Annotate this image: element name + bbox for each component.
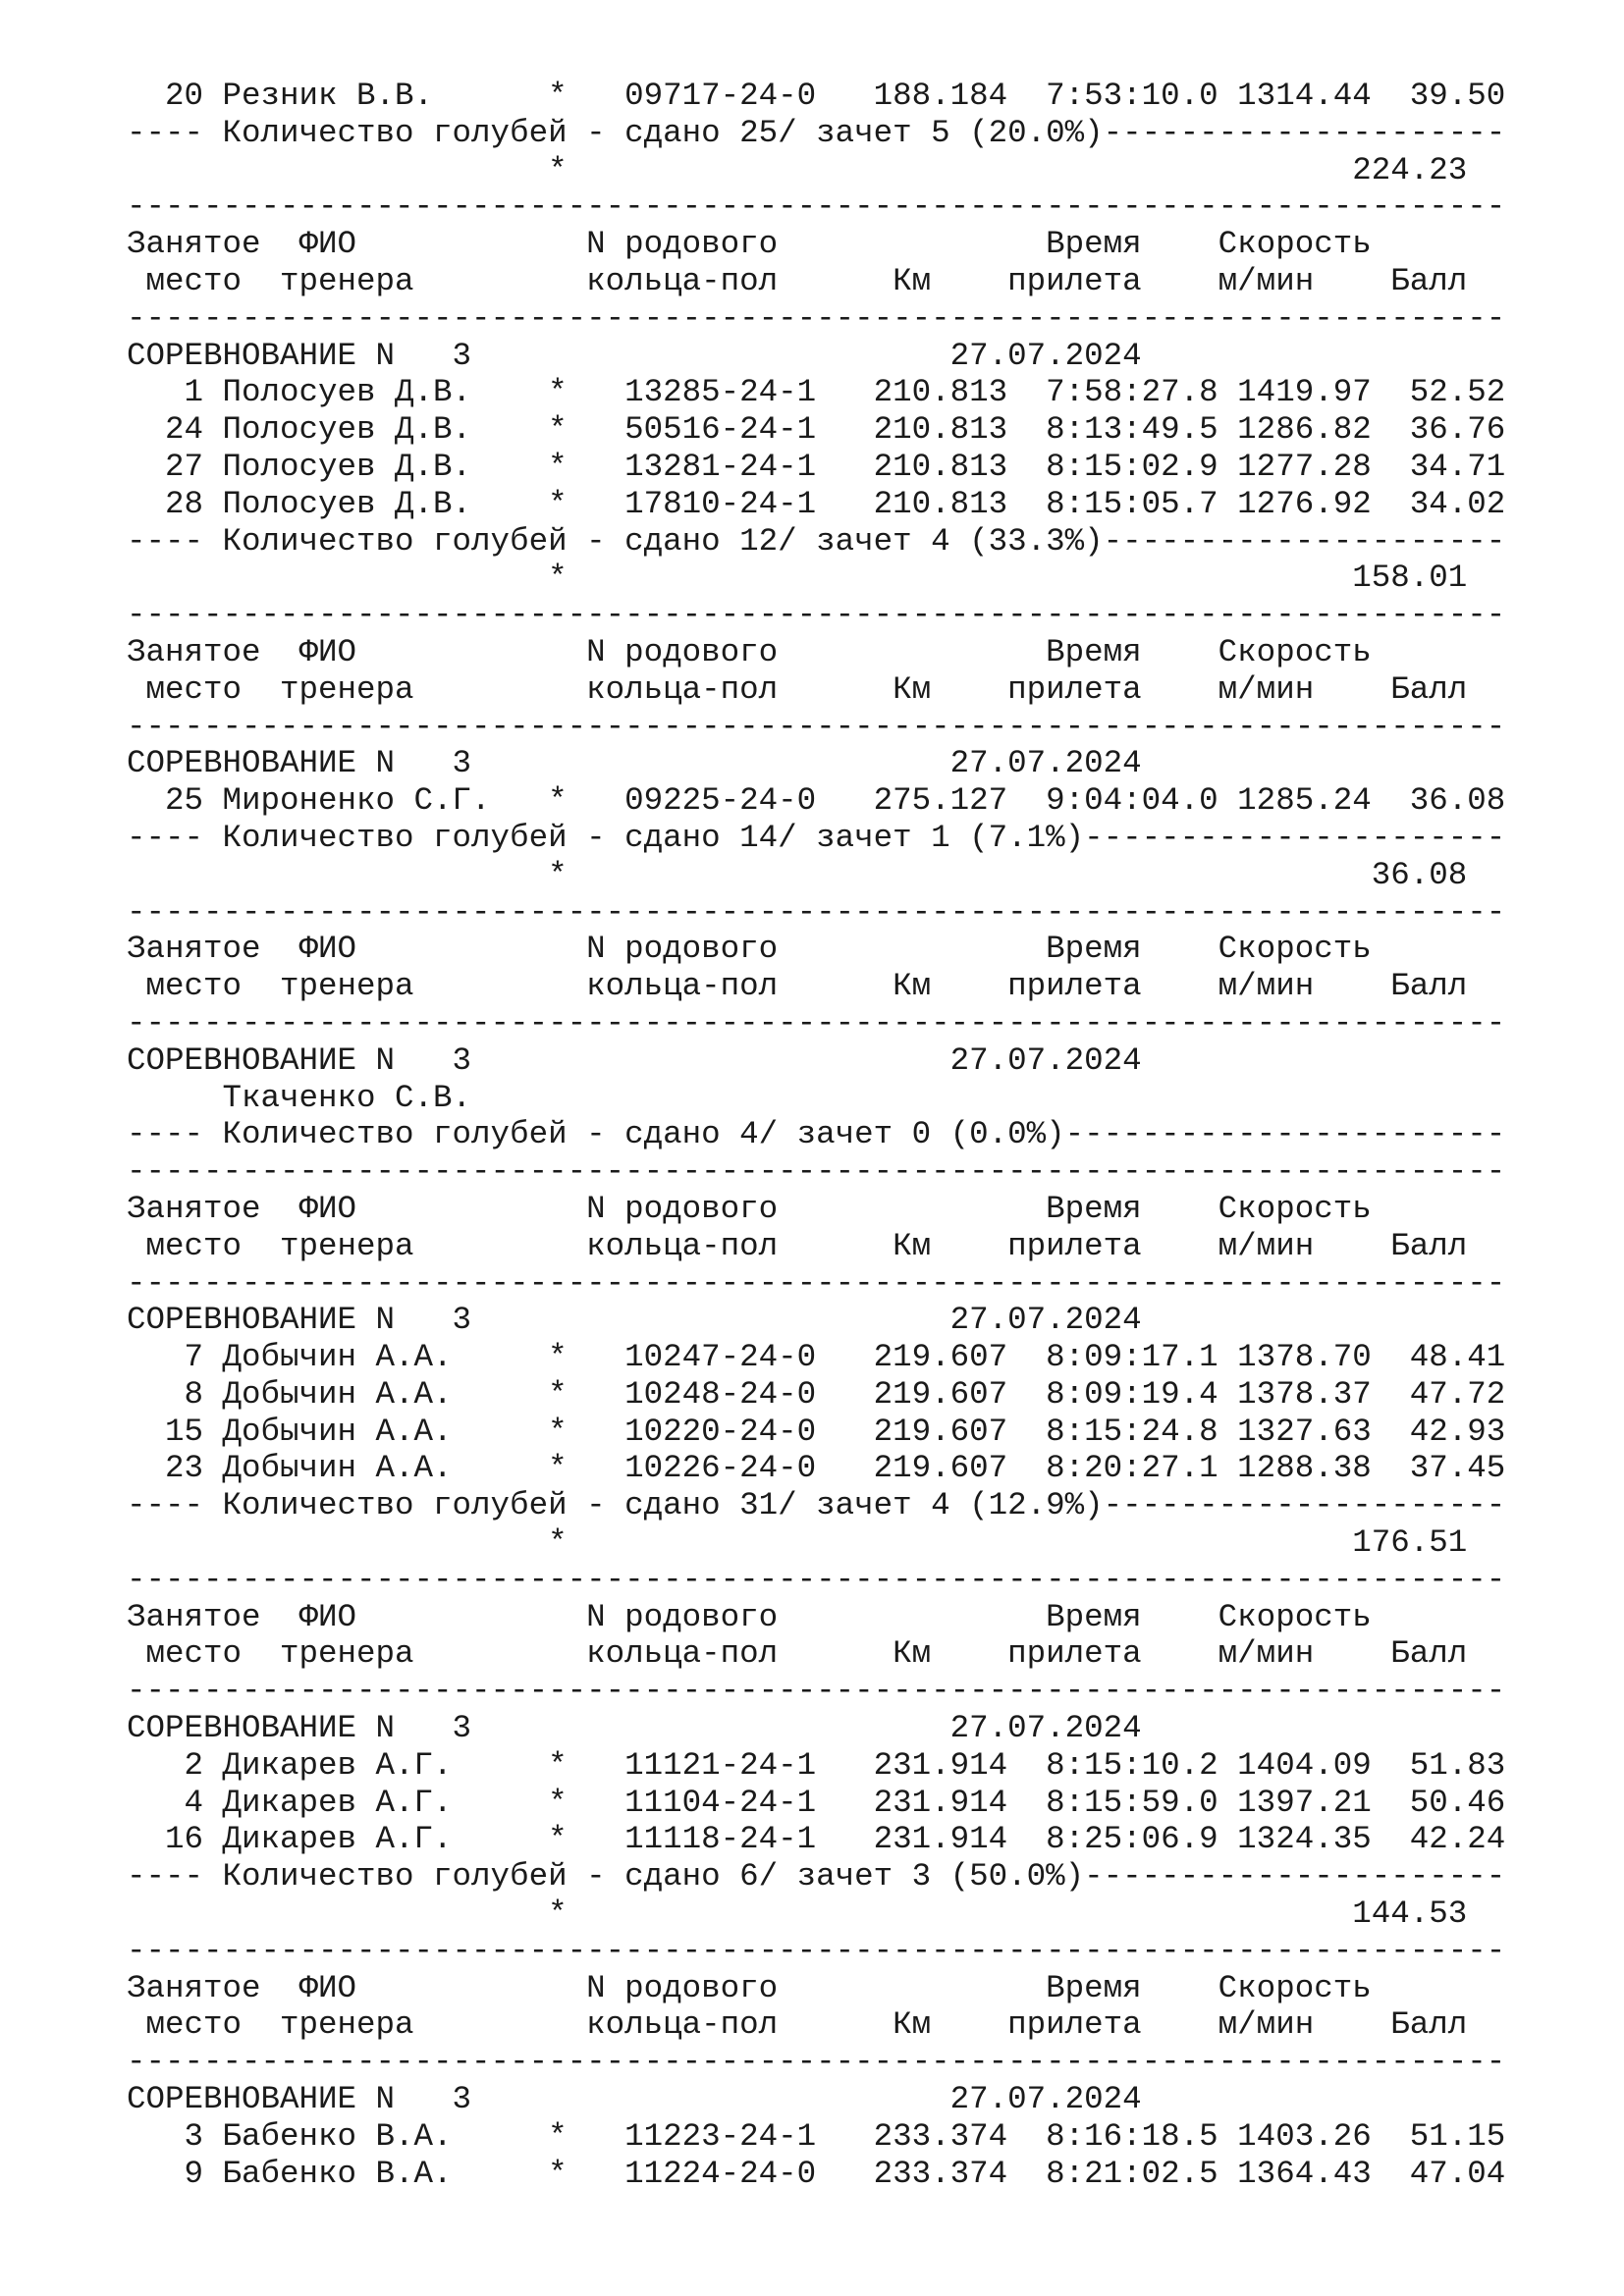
column-header-line-2: место тренера кольца-пол Км прилета м/мин Балл [127, 1227, 1468, 1264]
separator-line: ------------------------------------------------------------------------ [127, 1561, 1506, 1598]
result-row: 25 Мироненко С.Г. * 09225-24-0 275.127 9:04:04.0 1285.24 36.08 [127, 782, 1506, 820]
team-total-points: * 144.53 [127, 1896, 1468, 1933]
pigeon-count-summary: ---- Количество голубей - сдано 12/ зачет 4 (33.3%)--------------------- [127, 522, 1506, 560]
column-header-line-1: Занятое ФИО N родового Время Скорость [127, 1969, 1372, 2006]
trainer-name: Ткаченко С.В. [127, 1079, 472, 1116]
pigeon-count-summary: ---- Количество голубей - сдано 25/ зачет 5 (20.0%)--------------------- [127, 114, 1506, 151]
separator-line: ------------------------------------------------------------------------ [127, 893, 1506, 931]
separator-line: ------------------------------------------------------------------------ [127, 2044, 1506, 2081]
result-row: 9 Бабенко В.А. * 11224-24-0 233.374 8:21:02.5 1364.43 47.04 [127, 2155, 1506, 2192]
result-row: 27 Полосуев Д.В. * 13281-24-1 210.813 8:15:02.9 1277.28 34.71 [127, 448, 1506, 485]
column-header-line-1: Занятое ФИО N родового Время Скорость [127, 1598, 1372, 1635]
separator-line: ------------------------------------------------------------------------ [127, 1673, 1506, 1710]
pigeon-count-summary: ---- Количество голубей - сдано 14/ зачет 1 (7.1%)---------------------- [127, 819, 1506, 856]
pigeon-count-summary: ---- Количество голубей - сдано 31/ зачет 4 (12.9%)--------------------- [127, 1487, 1506, 1524]
competition-heading: СОРЕВНОВАНИЕ N 3 27.07.2024 [127, 1302, 1142, 1339]
column-header-line-2: место тренера кольца-пол Км прилета м/мин Балл [127, 2006, 1468, 2044]
result-row: 23 Добычин А.А. * 10226-24-0 219.607 8:20:27.1 1288.38 37.45 [127, 1450, 1506, 1487]
result-row: 7 Добычин А.А. * 10247-24-0 219.607 8:09:17.1 1378.70 48.41 [127, 1339, 1506, 1376]
competition-heading: СОРЕВНОВАНИЕ N 3 27.07.2024 [127, 2081, 1142, 2118]
result-row: 24 Полосуев Д.В. * 50516-24-1 210.813 8:13:49.5 1286.82 36.76 [127, 411, 1506, 449]
result-row: 15 Добычин А.А. * 10220-24-0 219.607 8:15:24.8 1327.63 42.93 [127, 1413, 1506, 1450]
column-header-line-2: место тренера кольца-пол Км прилета м/мин Балл [127, 1635, 1468, 1673]
separator-line: ------------------------------------------------------------------------ [127, 1264, 1506, 1302]
competition-heading: СОРЕВНОВАНИЕ N 3 27.07.2024 [127, 337, 1142, 374]
separator-line: ------------------------------------------------------------------------ [127, 188, 1506, 226]
separator-line: ------------------------------------------------------------------------ [127, 299, 1506, 337]
column-header-line-1: Занятое ФИО N родового Время Скорость [127, 1190, 1372, 1227]
competition-heading: СОРЕВНОВАНИЕ N 3 27.07.2024 [127, 745, 1142, 782]
column-header-line-2: место тренера кольца-пол Км прилета м/мин Балл [127, 262, 1468, 299]
separator-line: ------------------------------------------------------------------------ [127, 1153, 1506, 1191]
column-header-line-2: место тренера кольца-пол Км прилета м/мин Балл [127, 670, 1468, 708]
competition-heading: СОРЕВНОВАНИЕ N 3 27.07.2024 [127, 1710, 1142, 1747]
column-header-line-1: Занятое ФИО N родового Время Скорость [127, 633, 1372, 670]
pigeon-count-summary: ---- Количество голубей - сдано 6/ зачет 3 (50.0%)---------------------- [127, 1858, 1506, 1896]
result-row: 3 Бабенко В.А. * 11223-24-1 233.374 8:16:18.5 1403.26 51.15 [127, 2117, 1506, 2155]
team-total-points: * 36.08 [127, 856, 1468, 893]
result-row: 28 Полосуев Д.В. * 17810-24-1 210.813 8:15:05.7 1276.92 34.02 [127, 485, 1506, 522]
separator-line: ------------------------------------------------------------------------ [127, 708, 1506, 745]
result-row: 2 Дикарев А.Г. * 11121-24-1 231.914 8:15:10.2 1404.09 51.83 [127, 1746, 1506, 1784]
results-report [127, 78, 1505, 2192]
separator-line: ------------------------------------------------------------------------ [127, 597, 1506, 634]
separator-line: ------------------------------------------------------------------------ [127, 1932, 1506, 1969]
result-row: 4 Дикарев А.Г. * 11104-24-1 231.914 8:15:59.0 1397.21 50.46 [127, 1784, 1506, 1821]
team-total-points: * 224.23 [127, 151, 1468, 188]
column-header-line-1: Занятое ФИО N родового Время Скорость [127, 931, 1372, 968]
pigeon-count-summary: ---- Количество голубей - сдано 4/ зачет 0 (0.0%)----------------------- [127, 1116, 1506, 1153]
result-row: 20 Резник В.В. * 09717-24-0 188.184 7:53:10.0 1314.44 39.50 [127, 78, 1506, 114]
result-row: 1 Полосуев Д.В. * 13285-24-1 210.813 7:58:27.8 1419.97 52.52 [127, 374, 1506, 411]
column-header-line-1: Занятое ФИО N родового Время Скорость [127, 226, 1372, 263]
result-row: 8 Добычин А.А. * 10248-24-0 219.607 8:09:19.4 1378.37 47.72 [127, 1375, 1506, 1413]
result-row: 16 Дикарев А.Г. * 11118-24-1 231.914 8:25:06.9 1324.35 42.24 [127, 1821, 1506, 1858]
competition-heading: СОРЕВНОВАНИЕ N 3 27.07.2024 [127, 1041, 1142, 1079]
team-total-points: * 158.01 [127, 560, 1468, 597]
team-total-points: * 176.51 [127, 1524, 1468, 1562]
separator-line: ------------------------------------------------------------------------ [127, 1004, 1506, 1041]
column-header-line-2: место тренера кольца-пол Км прилета м/мин Балл [127, 968, 1468, 1005]
